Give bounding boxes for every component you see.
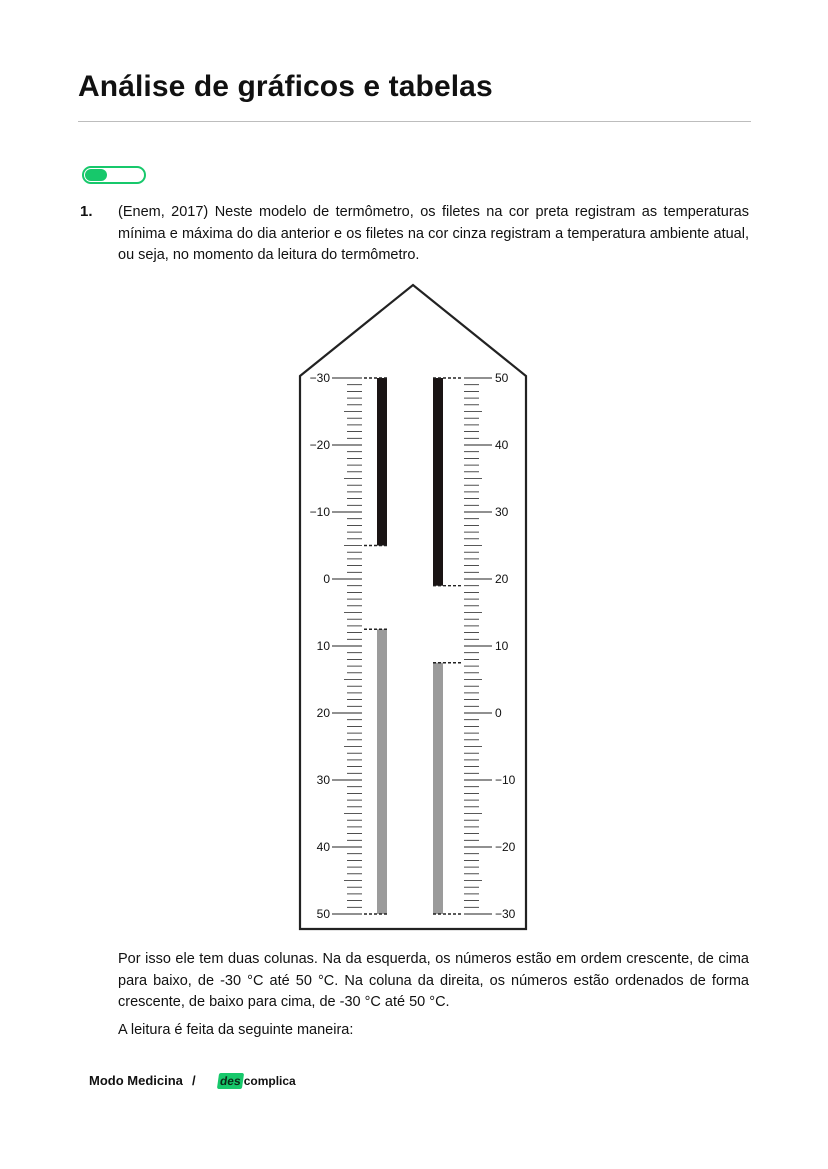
- title-divider: [78, 121, 751, 122]
- reading-intro-text: A leitura é feita da seguinte maneira:: [118, 1022, 354, 1038]
- descomplica-logo: [218, 1073, 296, 1089]
- thermometer-figure: [292, 280, 532, 935]
- right-scale-label: −20: [495, 840, 516, 854]
- logo-part-complica: complica: [243, 1074, 296, 1088]
- left-scale-label: 0: [323, 572, 330, 586]
- left-scale-label: −30: [309, 371, 330, 385]
- left-scale-label: 40: [316, 840, 330, 854]
- toggle-knob: [85, 169, 107, 181]
- right-scale-label: 10: [495, 639, 509, 653]
- toggle-switch[interactable]: [82, 166, 146, 184]
- footer-separator: /: [192, 1073, 196, 1088]
- left-scale-label: −20: [309, 438, 330, 452]
- right-black-filament: [433, 378, 443, 586]
- left-scale-label: −10: [309, 505, 330, 519]
- left-scale-label: 30: [316, 773, 330, 787]
- right-scale-label: 30: [495, 505, 509, 519]
- right-gray-filament: [433, 663, 443, 914]
- right-scale-label: 0: [495, 706, 502, 720]
- right-scale-label: 50: [495, 371, 509, 385]
- right-scale-label: −10: [495, 773, 516, 787]
- page-title: Análise de gráficos e tabelas: [78, 70, 493, 103]
- logo-part-des: des: [217, 1073, 244, 1089]
- right-scale-label: 20: [495, 572, 509, 586]
- left-scale-label: 10: [316, 639, 330, 653]
- left-black-filament: [377, 378, 387, 546]
- thermometer-outline: [300, 285, 526, 929]
- question-number: 1.: [80, 203, 93, 220]
- left-gray-filament: [377, 629, 387, 914]
- question-statement: (Enem, 2017) Neste modelo de termômetro, os filetes na cor preta registram as temperaturas mínima e máxima do dia anterior e os filetes na cor cinza registram a temperatura ambiente atual, ou seja, no momento da leitura do termômetro.: [118, 204, 749, 263]
- right-scale-label: −30: [495, 907, 516, 921]
- left-scale-label: 20: [316, 706, 330, 720]
- left-scale-label: 50: [316, 907, 330, 921]
- explanation-text: Por isso ele tem duas colunas. Na da esquerda, os números estão em ordem crescente, de cima para baixo, de -30 °C até 50 °C. Na coluna da direita, os números estão ordenados de forma crescente, de baixo para cima, de -30 °C até 50 °C.: [118, 951, 749, 1010]
- footer-brand: Modo Medicina: [89, 1073, 183, 1088]
- right-scale-label: 40: [495, 438, 509, 452]
